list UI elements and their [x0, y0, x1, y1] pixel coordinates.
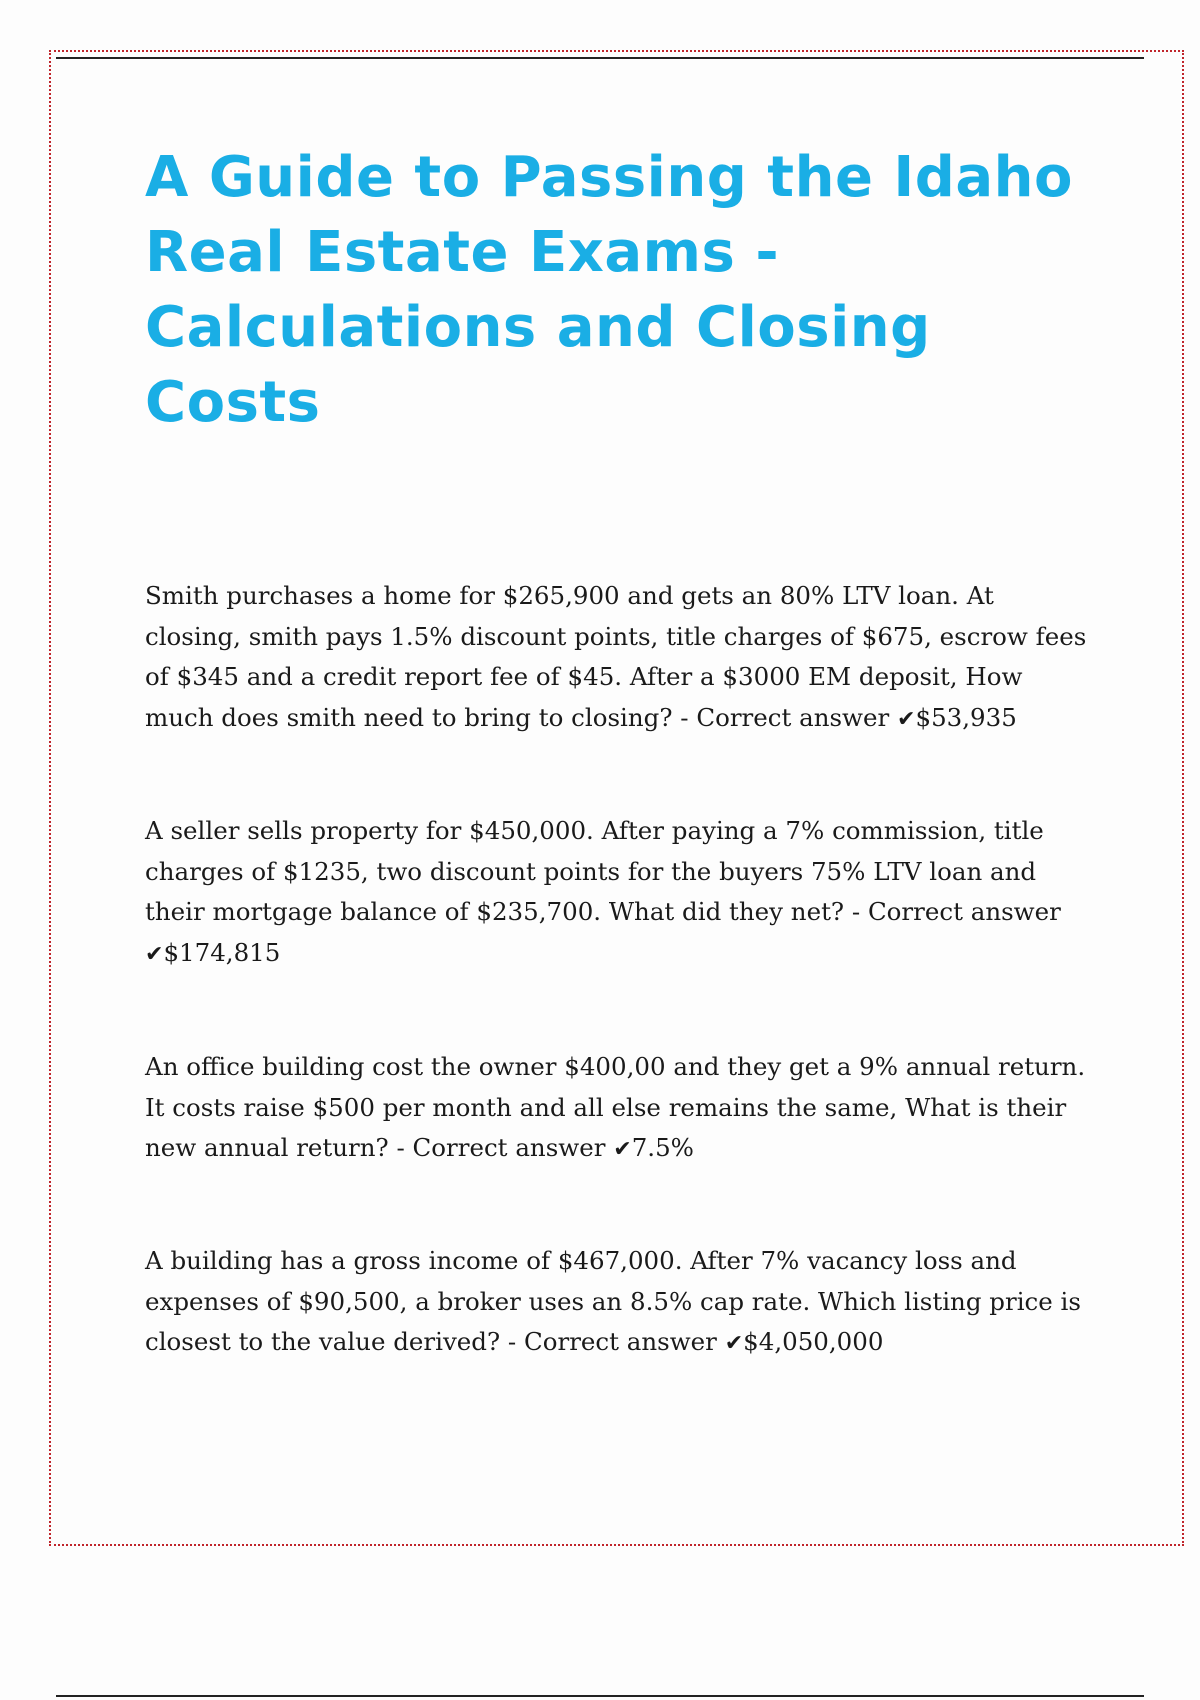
answer-value: $53,935 — [915, 702, 1017, 732]
question-2: A seller sells property for $450,000. After paying a 7% commission, title charges of $1235, two discount points for the buyers 75% LTV loan and their mortgage balance of $235,700. What did they net? - Correct answer ✔$174,815 — [145, 816, 1061, 967]
question-text: A seller sells property for $450,000. After paying a 7% commission, title charges of $1235, two discount points for the buyers 75% LTV loan and their mortgage balance of $235,700. What did they net? — [145, 816, 1044, 926]
bottom-rule — [56, 1695, 1144, 1697]
document-title: A Guide to Passing the Idaho Real Estate Exams - Calculations and Closing Costs — [145, 145, 1073, 435]
answer-prefix: Correct answer — [412, 1133, 606, 1162]
check-icon: ✔ — [724, 1331, 744, 1356]
answer-prefix: Correct answer — [696, 702, 890, 732]
check-icon: ✔ — [897, 706, 916, 732]
answer-value: $174,815 — [163, 937, 281, 967]
answer-value: 7.5% — [631, 1133, 694, 1162]
answer-value: $4,050,000 — [743, 1327, 884, 1356]
answer-prefix: Correct answer — [867, 897, 1061, 926]
check-icon: ✔ — [145, 941, 164, 967]
question-1: Smith purchases a home for $265,900 and gets an 80% LTV loan. At closing, smith pays 1.5% discount points, title charges of $675, escrow fees of $345 and a credit report fee of $45. After a $3000 EM deposit, How much does smith need to bring to closing? - Correct answer ✔$53,935 — [145, 581, 1087, 732]
check-icon: ✔ — [613, 1137, 632, 1162]
question-3: An office building cost the owner $400,00 and they get a 9% annual return. It costs raise $500 per month and all else remains the same, What is their new annual return? - Correct answer ✔7.5% — [145, 1052, 1086, 1162]
top-rule — [56, 57, 1144, 59]
question-text: Smith purchases a home for $265,900 and gets an 80% LTV loan. At closing, smith pays 1.5% discount points, title charges of $675, escrow fees of $345 and a credit report fee of $45. After a $3000 EM deposit, How much does smith need to bring to closing? — [145, 581, 1087, 732]
answer-prefix: Correct answer — [523, 1327, 717, 1356]
question-text: An office building cost the owner $400,00 and they get a 9% annual return. It costs raise $500 per month and all else remains the same, What is their new annual return? — [145, 1052, 1086, 1162]
question-4: A building has a gross income of $467,000. After 7% vacancy loss and expenses of $90,500, a broker uses an 8.5% cap rate. Which listing price is closest to the value derived? - Correct answer ✔$4,050,000 — [145, 1246, 1081, 1356]
question-text: A building has a gross income of $467,000. After 7% vacancy loss and expenses of $90,500, a broker uses an 8.5% cap rate. Which listing price is closest to the value derived? — [145, 1246, 1081, 1356]
